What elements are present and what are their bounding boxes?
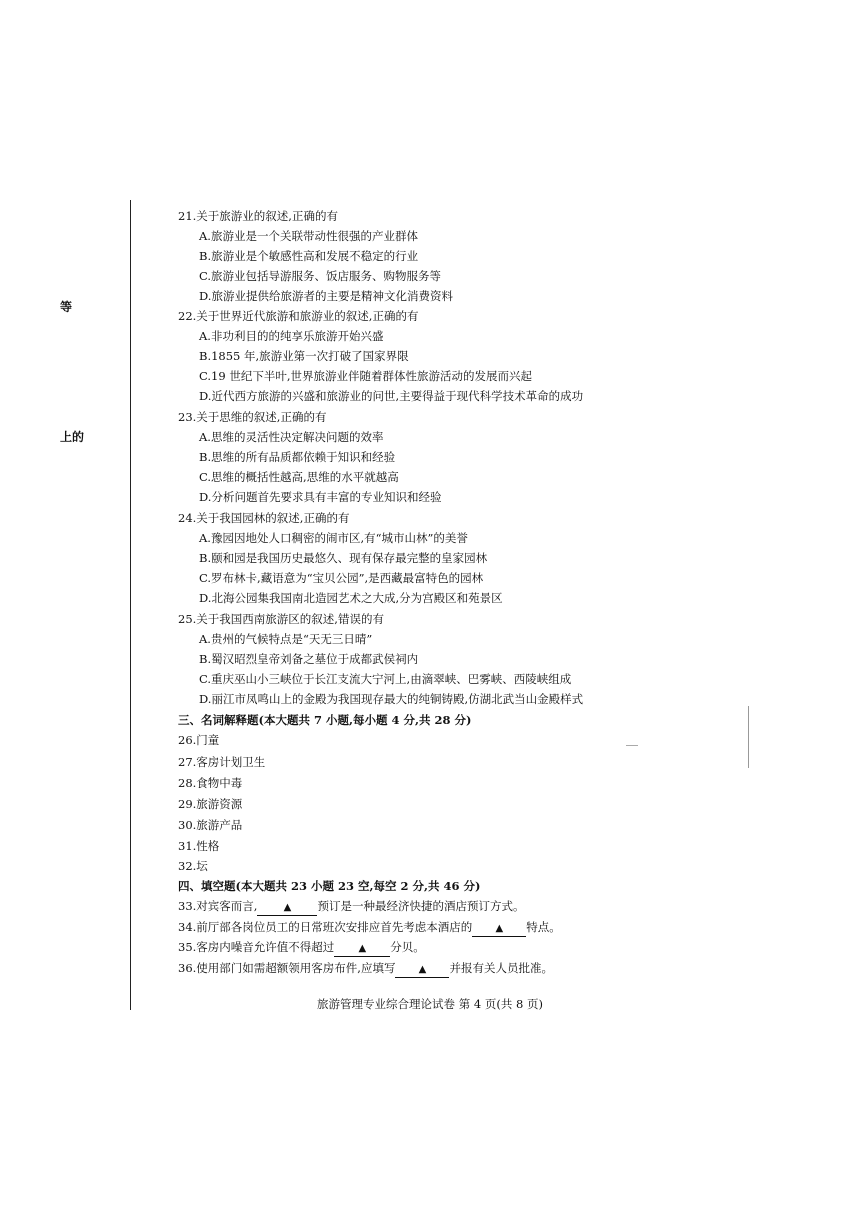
fill-33-text-after: 预订是一种最经济快捷的酒店预订方式。 <box>317 899 525 913</box>
question-25-option-a: A.贵州的气候特点是“天无三日晴” <box>199 632 373 646</box>
question-24-option-d: D.北海公园集我国南北造园艺术之大成,分为宫殿区和苑景区 <box>199 591 503 605</box>
margin-char-1: 等 <box>60 300 73 314</box>
question-24-stem: 24.关于我国园林的叙述,正确的有 <box>178 511 350 525</box>
fill-34-text-before: 34.前厅部各岗位员工的日常班次安排应首先考虑本酒店的 <box>178 920 473 934</box>
term-32: 32.坛 <box>178 859 208 873</box>
question-23-option-a: A.思维的灵活性决定解决问题的效率 <box>199 430 384 444</box>
term-27: 27.客房计划卫生 <box>178 755 266 769</box>
fill-35-text-before: 35.客房内噪音允许值不得超过 <box>178 940 335 954</box>
question-25-option-b: B.蜀汉昭烈皇帝刘备之墓位于成都武侯祠内 <box>199 652 419 666</box>
fill-35-text-after: 分贝。 <box>390 940 425 954</box>
question-22-stem: 22.关于世界近代旅游和旅游业的叙述,正确的有 <box>178 309 419 323</box>
scan-dash-mark <box>626 745 638 746</box>
fill-question-35 <box>178 940 425 957</box>
section-4-heading: 四、填空题(本大题共 23 小题 23 空,每空 2 分,共 46 分) <box>178 879 481 893</box>
question-22-option-a: A.非功利目的的纯享乐旅游开始兴盛 <box>199 329 384 343</box>
question-21-stem: 21.关于旅游业的叙述,正确的有 <box>178 209 338 223</box>
question-24-option-b: B.颐和园是我国历史最悠久、现有保存最完整的皇家园林 <box>199 551 488 565</box>
term-28: 28.食物中毒 <box>178 776 243 790</box>
term-26: 26.门童 <box>178 733 220 747</box>
fill-36-text-after: 并报有关人员批准。 <box>449 961 553 975</box>
fill-question-34 <box>178 920 561 937</box>
page-footer: 旅游管理专业综合理论试卷 第 4 页(共 8 页) <box>317 997 543 1011</box>
fill-33-blank <box>257 899 317 916</box>
section-3-heading: 三、名词解释题(本大题共 7 小题,每小题 4 分,共 28 分) <box>178 713 472 727</box>
question-24-option-c: C.罗布林卡,藏语意为“宝贝公园”,是西藏最富特色的园林 <box>199 571 484 585</box>
term-31: 31.性格 <box>178 839 220 853</box>
triangle-icon: ▲ <box>495 923 504 934</box>
question-23-option-b: B.思维的所有品质都依赖于知识和经验 <box>199 450 396 464</box>
question-22-option-b: B.1855 年,旅游业第一次打破了国家界限 <box>199 349 409 363</box>
margin-char-2: 上的 <box>60 430 85 444</box>
triangle-icon: ▲ <box>358 943 367 954</box>
triangle-icon: ▲ <box>283 902 292 913</box>
term-29: 29.旅游资源 <box>178 797 243 811</box>
binding-margin-line <box>130 200 131 1010</box>
question-24-option-a: A.豫园因地处人口稠密的闹市区,有“城市山林”的美誉 <box>199 531 468 545</box>
question-21-option-d: D.旅游业提供给旅游者的主要是精神文化消费资料 <box>199 289 453 303</box>
question-23-option-d: D.分析问题首先要求具有丰富的专业知识和经验 <box>199 490 442 504</box>
fill-33-text-before: 33.对宾客而言, <box>178 899 258 913</box>
fill-35-blank <box>334 940 390 957</box>
question-21-option-c: C.旅游业包括导游服务、饭店服务、购物服务等 <box>199 269 442 283</box>
term-30: 30.旅游产品 <box>178 818 243 832</box>
scan-edge-line <box>748 706 749 768</box>
question-25-stem: 25.关于我国西南旅游区的叙述,错误的有 <box>178 612 384 626</box>
triangle-icon: ▲ <box>418 964 427 975</box>
fill-question-33 <box>178 899 524 916</box>
question-25-option-c: C.重庆巫山小三峡位于长江支流大宁河上,由滴翠峡、巴雾峡、西陵峡组成 <box>199 672 572 686</box>
question-25-option-d: D.丽江市凤鸣山上的金殿为我国现存最大的纯铜铸殿,仿湖北武当山金殿样式 <box>199 692 584 706</box>
question-21-option-a: A.旅游业是一个关联带动性很强的产业群体 <box>199 229 418 243</box>
question-21-option-b: B.旅游业是个敏感性高和发展不稳定的行业 <box>199 249 419 263</box>
question-23-stem: 23.关于思维的叙述,正确的有 <box>178 410 327 424</box>
question-22-option-c: C.19 世纪下半叶,世界旅游业伴随着群体性旅游活动的发展而兴起 <box>199 369 532 383</box>
fill-36-blank <box>395 961 449 978</box>
fill-question-36 <box>178 961 553 978</box>
question-22-option-d: D.近代西方旅游的兴盛和旅游业的问世,主要得益于现代科学技术革命的成功 <box>199 389 584 403</box>
fill-34-text-after: 特点。 <box>526 920 561 934</box>
question-23-option-c: C.思维的概括性越高,思维的水平就越高 <box>199 470 399 484</box>
fill-36-text-before: 36.使用部门如需超额领用客房布件,应填写 <box>178 961 396 975</box>
fill-34-blank <box>472 920 526 937</box>
